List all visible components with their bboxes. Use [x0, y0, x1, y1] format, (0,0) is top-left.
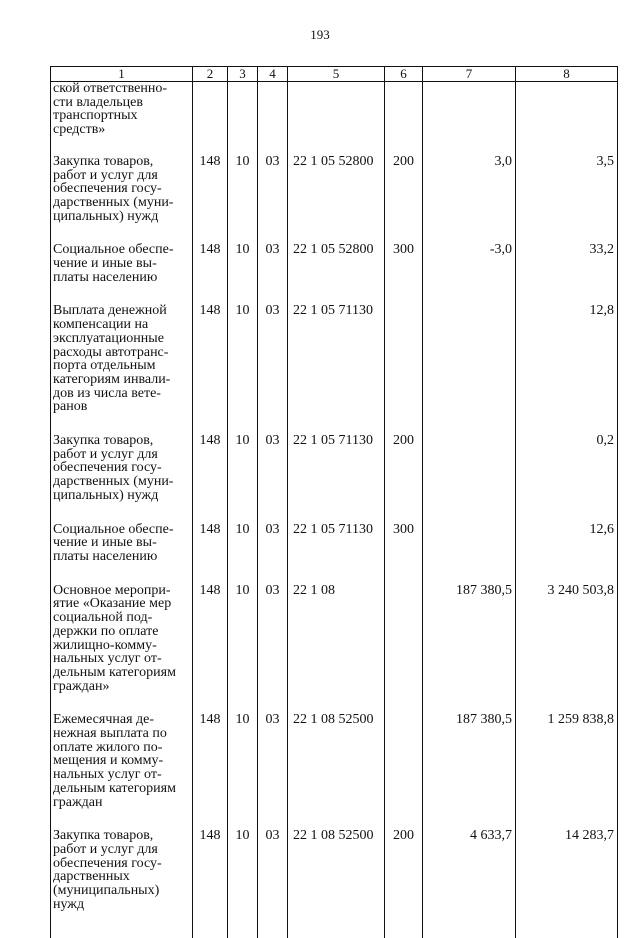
header-col-2: 2 [193, 67, 228, 82]
header-col-7: 7 [423, 67, 516, 82]
page-number: 193 [0, 27, 640, 43]
row-col-2 [193, 82, 228, 155]
row-col-8 [516, 82, 618, 155]
row-col-3: 10 [228, 523, 258, 584]
row-col-8: 3 240 503,8 [516, 584, 618, 714]
row-col-3: 10 [228, 584, 258, 714]
row-col-3: 10 [228, 304, 258, 434]
row-col-5: 22 1 05 71130 [288, 304, 385, 434]
row-col-3: 10 [228, 155, 258, 244]
row-col-6 [385, 304, 423, 434]
row-col-4: 03 [258, 243, 288, 304]
row-col-8: 3,5 [516, 155, 618, 244]
row-col-5: 22 1 08 52500 [288, 829, 385, 938]
row-name: Закупка товаров, работ и услуг для обеспечения госу- дарственных (муни- ципальных) нужд [51, 155, 193, 244]
row-col-2: 148 [193, 829, 228, 938]
row-col-4: 03 [258, 155, 288, 244]
row-col-4: 03 [258, 304, 288, 434]
row-col-7 [423, 434, 516, 523]
table-body [51, 82, 618, 938]
row-col-5: 22 1 08 [288, 584, 385, 714]
header-col-8: 8 [516, 67, 618, 82]
table-row [51, 829, 618, 938]
table-row [51, 713, 618, 829]
header-row [51, 67, 618, 82]
row-name: ской ответственно- сти владельцев транспортных средств» [51, 82, 193, 155]
row-col-6: 300 [385, 243, 423, 304]
row-col-7 [423, 82, 516, 155]
table-row [51, 304, 618, 434]
table-header [51, 67, 618, 82]
row-name: Социальное обеспе- чение и иные вы- платы населению [51, 523, 193, 584]
row-col-6: 200 [385, 155, 423, 244]
row-name: Основное меропри- ятие «Оказание мер социальной под- держки по оплате жилищно-комму- нальных услуг от- дельным категориям граждан» [51, 584, 193, 714]
budget-table [50, 66, 618, 938]
row-col-4: 03 [258, 829, 288, 938]
table-row [51, 243, 618, 304]
row-col-7: 187 380,5 [423, 713, 516, 829]
row-col-3: 10 [228, 713, 258, 829]
row-col-8: 12,8 [516, 304, 618, 434]
row-col-4 [258, 82, 288, 155]
row-col-5 [288, 82, 385, 155]
table-row [51, 155, 618, 244]
row-name: Выплата денежной компенсации на эксплуатационные расходы автотранс- порта отдельным категориям инвали- дов из числа вете- ранов [51, 304, 193, 434]
table-row [51, 434, 618, 523]
table-row [51, 523, 618, 584]
row-col-2: 148 [193, 243, 228, 304]
row-col-6 [385, 82, 423, 155]
row-col-7 [423, 304, 516, 434]
row-name: Закупка товаров, работ и услуг для обеспечения госу- дарственных (муни- ципальных) нужд [51, 434, 193, 523]
row-col-6 [385, 584, 423, 714]
row-col-3: 10 [228, 829, 258, 938]
row-col-8: 12,6 [516, 523, 618, 584]
row-col-6: 200 [385, 829, 423, 938]
row-col-3 [228, 82, 258, 155]
header-col-5: 5 [288, 67, 385, 82]
row-col-7: 187 380,5 [423, 584, 516, 714]
row-col-6: 300 [385, 523, 423, 584]
table-row [51, 584, 618, 714]
row-col-3: 10 [228, 243, 258, 304]
row-col-7 [423, 523, 516, 584]
row-col-5: 22 1 05 52800 [288, 155, 385, 244]
row-col-7: 3,0 [423, 155, 516, 244]
row-col-5: 22 1 05 71130 [288, 434, 385, 523]
row-name: Социальное обеспе- чение и иные вы- платы населению [51, 243, 193, 304]
row-col-2: 148 [193, 304, 228, 434]
row-col-2: 148 [193, 713, 228, 829]
row-col-4: 03 [258, 713, 288, 829]
row-col-4: 03 [258, 584, 288, 714]
row-name: Ежемесячная де- нежная выплата по оплате жилого по- мещения и комму- нальных услуг от- дельным категориям граждан [51, 713, 193, 829]
row-col-7: 4 633,7 [423, 829, 516, 938]
row-col-4: 03 [258, 434, 288, 523]
row-col-5: 22 1 08 52500 [288, 713, 385, 829]
row-col-8: 0,2 [516, 434, 618, 523]
table-row [51, 82, 618, 155]
row-name: Закупка товаров, работ и услуг для обеспечения госу- дарственных (муниципальных) нужд [51, 829, 193, 938]
row-col-2: 148 [193, 155, 228, 244]
header-col-6: 6 [385, 67, 423, 82]
header-col-4: 4 [258, 67, 288, 82]
row-col-8: 33,2 [516, 243, 618, 304]
row-col-5: 22 1 05 52800 [288, 243, 385, 304]
row-col-2: 148 [193, 434, 228, 523]
header-col-3: 3 [228, 67, 258, 82]
row-col-6: 200 [385, 434, 423, 523]
row-col-8: 1 259 838,8 [516, 713, 618, 829]
row-col-3: 10 [228, 434, 258, 523]
row-col-2: 148 [193, 523, 228, 584]
row-col-6 [385, 713, 423, 829]
row-col-4: 03 [258, 523, 288, 584]
row-col-2: 148 [193, 584, 228, 714]
row-col-8: 14 283,7 [516, 829, 618, 938]
header-col-1: 1 [51, 67, 193, 82]
row-col-5: 22 1 05 71130 [288, 523, 385, 584]
row-col-7: -3,0 [423, 243, 516, 304]
